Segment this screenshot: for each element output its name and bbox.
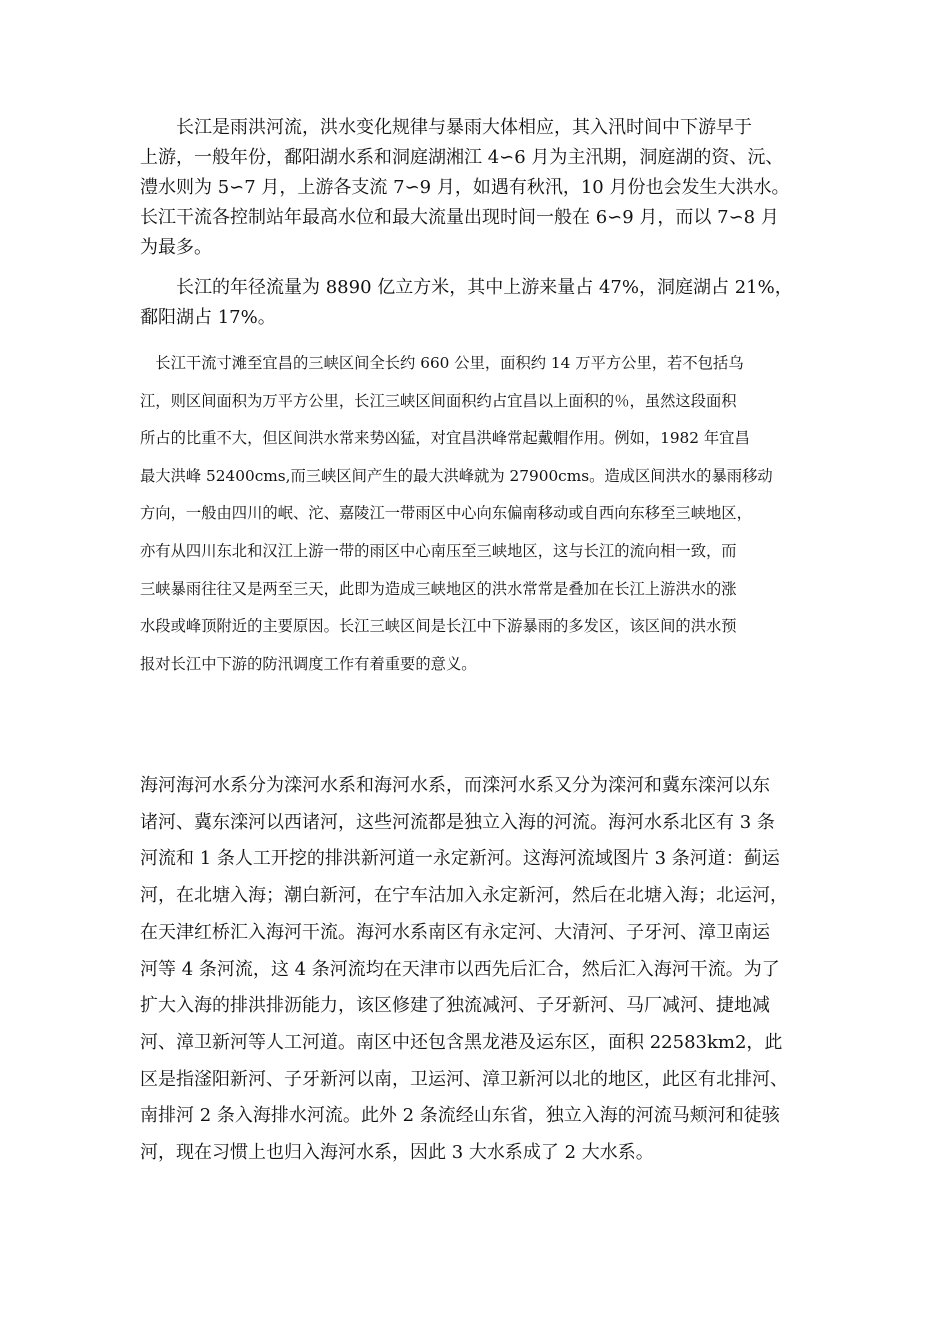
text-line: 在天津红桥汇入海河干流。海河水系南区有永定河、大清河、子牙河、漳卫南运: [140, 921, 770, 943]
text-line: 为最多。: [140, 237, 212, 258]
text-line: 上游，一般年份，鄱阳湖水系和洞庭湖湘江 4∽6 月为主汛期，洞庭湖的资、沅、: [140, 147, 784, 168]
text-line: 江，则区间面积为万平方公里，长江三峡区间面积约占宜昌以上面积的％，虽然这段面积: [140, 391, 737, 410]
text-line: 水段或峰顶附近的主要原因。长江三峡区间是长江中下游暴雨的多发区，该区间的洪水预: [140, 617, 737, 636]
text-line: 长江干流各控制站年最高水位和最大流量出现时间一般在 6∽9 月，而以 7∽8 月: [140, 207, 779, 228]
text-line: 河，在北塘入海；潮白新河，在宁车沽加入永定新河，然后在北塘入海；北运河，: [140, 885, 788, 907]
paragraph-three-gorges-section: [140, 345, 773, 683]
text-line: 亦有从四川东北和汉江上游一带的雨区中心南压至三峡地区，这与长江的流向相一致，而: [140, 541, 737, 560]
text-line: 区是指滏阳新河、子牙新河以南，卫运河、漳卫新河以北的地区，此区有北排河、: [140, 1068, 788, 1090]
text-line: 方向，一般由四川的岷、沱、嘉陵江一带雨区中心向东偏南移动或自西向东移至三峡地区，: [140, 504, 752, 523]
text-line: 河等 4 条河流，这 4 条河流均在天津市以西先后汇合，然后汇入海河干流。为了: [140, 958, 780, 980]
paragraph-haihe-river-system: [140, 768, 788, 1172]
text-line: 报对长江中下游的防汛调度工作有着重要的意义。: [140, 654, 477, 673]
text-line: 河、漳卫新河等人工河道。南区中还包含黑龙港及运东区，面积 22583km2，此: [140, 1031, 783, 1053]
text-line: 河，现在习惯上也归入海河水系，因此 3 大水系成了 2 大水系。: [140, 1142, 654, 1164]
paragraph-yangtze-runoff: [140, 273, 793, 333]
text-line: 海河海河水系分为滦河水系和海河水系，而滦河水系又分为滦河和冀东滦河以东: [140, 775, 770, 796]
text-line: 河流和 1 条人工开挖的排洪新河道一永定新河。这海河流域图片 3 条河道：蓟运: [140, 848, 780, 870]
text-line: 最大洪峰 52400cms,而三峡区间产生的最大洪峰就为 27900cms。造成区间洪水的暴雨移动: [140, 466, 773, 485]
text-line: 长江的年径流量为 8890 亿立方米，其中上游来量占 47%，洞庭湖占 21%，: [140, 277, 793, 298]
text-line: 澧水则为 5∽7 月，上游各支流 7∽9 月，如遇有秋汛，10 月份也会发生大洪水。: [140, 177, 790, 198]
text-line: 扩大入海的排洪排沥能力，该区修建了独流减河、子牙新河、马厂减河、捷地减: [140, 995, 770, 1017]
text-line: 三峡暴雨往往又是两至三天，此即为造成三峡地区的洪水常常是叠加在长江上游洪水的涨: [140, 579, 737, 598]
paragraph-yangtze-flood-seasons: [140, 113, 789, 263]
text-line: 长江是雨洪河流，洪水变化规律与暴雨大体相应，其入汛时间中下游早于: [140, 117, 752, 138]
text-line: 南排河 2 条入海排水河流。此外 2 条流经山东省，独立入海的河流马颊河和徒骇: [140, 1105, 780, 1127]
text-line: 鄱阳湖占 17%。: [140, 307, 276, 328]
text-line: 所占的比重不大，但区间洪水常来势凶猛，对宜昌洪峰常起戴帽作用。例如，1982 年宜昌: [140, 429, 750, 448]
text-line: 长江干流寸滩至宜昌的三峡区间全长约 660 公里，面积约 14 万平方公里，若不包括乌: [140, 354, 744, 372]
text-line: 诸河、冀东滦河以西诸河，这些河流都是独立入海的河流。海河水系北区有 3 条: [140, 811, 775, 833]
